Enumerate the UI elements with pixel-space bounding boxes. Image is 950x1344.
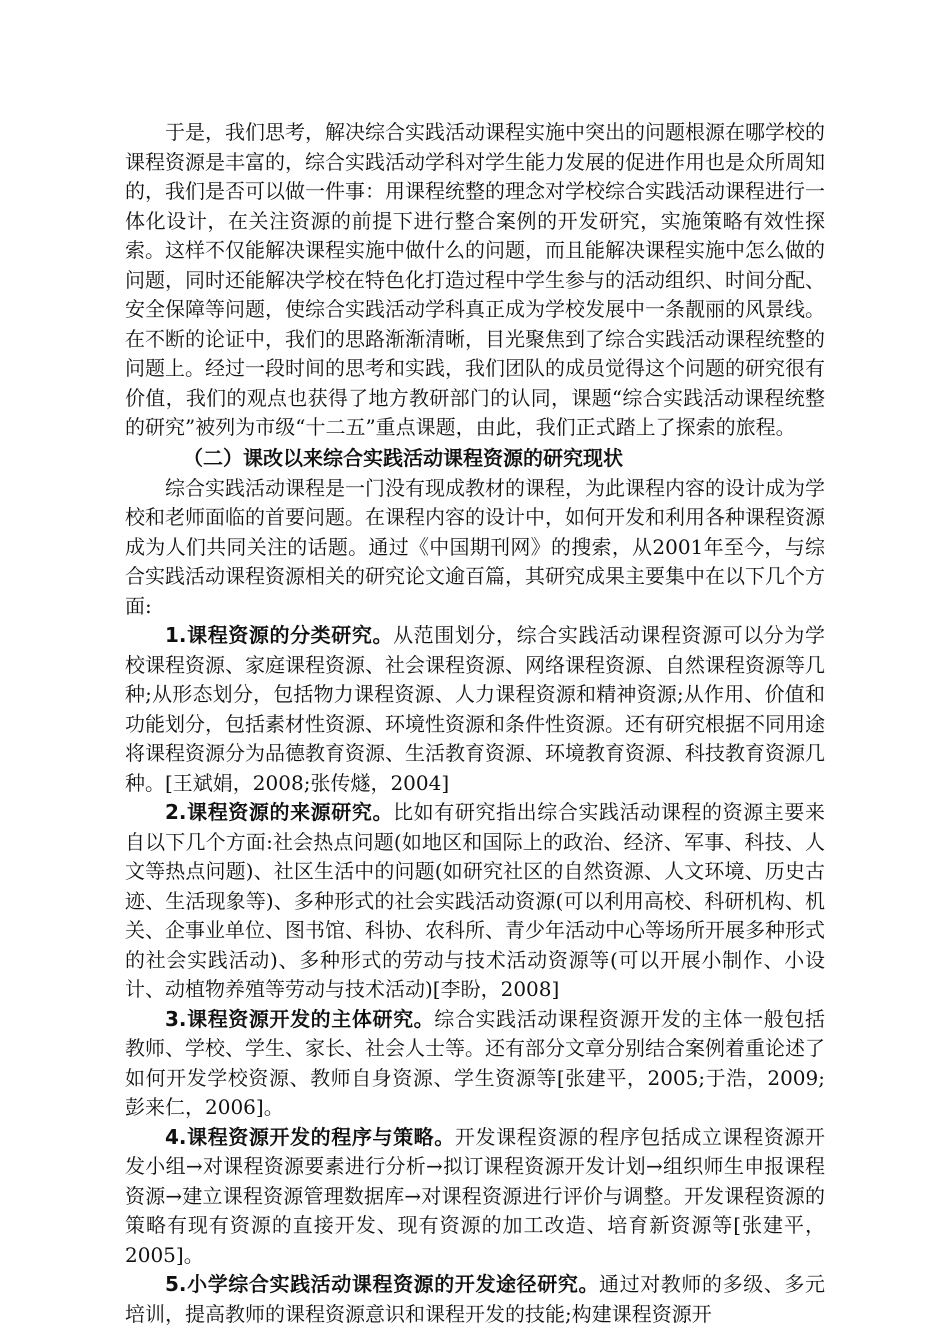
item-developers xyxy=(125,1005,825,1123)
item-text: 从范围划分，综合实践活动课程资源可以分为学校课程资源、家庭课程资源、社会课程资源、网络课程资源、自然课程资源等几种;从形态划分，包括物力课程资源、人力课程资源和精神资源;从作用、价值和功能划分，包括素材性资源、环境性资源和条件性资源。还有研究根据不同用途将课程资源分为品德教育资源、生活教育资源、环境教育资源、科技教育资源几种。[王斌娟，2008;张传燧，2004] xyxy=(125,623,826,795)
item-text: 开发课程资源的程序包括成立课程资源开发小组→对课程资源要素进行分析→拟订课程资源开发计划→组织师生申报课程资源→建立课程资源管理数据库→对课程资源进行评价与调整。开发课程资源的策略有现有资源的直接开发、现有资源的加工改造、培育新资源等[张建平，2005]。 xyxy=(125,1124,826,1267)
item-procedure xyxy=(125,1123,825,1271)
section-heading: （二）课改以来综合实践活动课程资源的研究现状 xyxy=(183,445,623,470)
item-classification xyxy=(125,621,825,798)
section-intro-paragraph: 综合实践活动课程是一门没有现成教材的课程，为此课程内容的设计成为学校和老师面临的首要问题。在课程内容的设计中，如何开发和利用各种课程资源成为人们共同关注的话题。通过《中国期刊网》的搜索，从2001年至今，与综合实践活动课程资源相关的研究论文逾百篇，其研究成果主要集中在以下几个方面: xyxy=(125,475,825,618)
item-lead: 3.课程资源开发的主体研究。 xyxy=(165,1006,435,1031)
item-lead: 5.小学综合实践活动课程资源的开发途径研究。 xyxy=(165,1272,600,1296)
item-lead: 4.课程资源开发的程序与策略。 xyxy=(165,1124,455,1149)
document-page xyxy=(125,118,825,1329)
item-text: 通过对教师的多级、多元培训，提高教师的课程资源意识和课程开发的技能;构建课程资源开 xyxy=(125,1272,826,1326)
item-text: 比如有研究指出综合实践活动课程的资源主要来自以下几个方面:社会热点问题(如地区和国际上的政治、经济、军事、科技、人文等热点问题)、社区生活中的问题(如研究社区的自然资源、人文环境、历史古迹、生活现象等)、多种形式的社会实践活动资源(可以利用高校、科研机构、机关、企事业单位、图书馆、科协、农科所、青少年活动中心等场所开展多种形式的社会实践活动)、多种形式的劳动与技术活动资源等(可以开展小制作、小设计、动植物养殖等劳动与技术活动)[李盼，2008] xyxy=(125,800,826,1001)
intro-paragraph: 于是，我们思考，解决综合实践活动课程实施中突出的问题根源在哪学校的课程资源是丰富的，综合实践活动学科对学生能力发展的促进作用也是众所周知的，我们是否可以做一件事：用课程统整的理念对学校综合实践活动课程进行一体化设计，在关注资源的前提下进行整合案例的开发研究，实施策略有效性探索。这样不仅能解决课程实施中做什么的问题，而且能解决课程实施中怎么做的问题，同时还能解决学校在特色化打造过程中学生参与的活动组织、时间分配、安全保障等问题，使综合实践活动学科真正成为学校发展中一条靓丽的风景线。在不断的论证中，我们的思路渐渐清晰，目光聚焦到了综合实践活动课程统整的问题上。经过一段时间的思考和实践，我们团队的成员觉得这个问题的研究很有价值，我们的观点也获得了地方教研部门的认同，课题“综合实践活动课程统整的研究”被列为市级“十二五”重点课题，由此，我们正式踏上了探索的旅程。 xyxy=(125,120,825,439)
item-pathways xyxy=(125,1270,825,1329)
item-text: 综合实践活动课程资源开发的主体一般包括教师、学校、学生、家长、社会人士等。还有部分文章分别结合案例着重论述了如何开发学校资源、教师自身资源、学生资源等[张建平，2005;于浩，2009;彭来仁，2006]。 xyxy=(125,1006,825,1119)
item-lead: 2.课程资源的来源研究。 xyxy=(165,800,394,824)
item-lead: 1.课程资源的分类研究。 xyxy=(165,623,394,647)
item-sources xyxy=(125,798,825,1005)
